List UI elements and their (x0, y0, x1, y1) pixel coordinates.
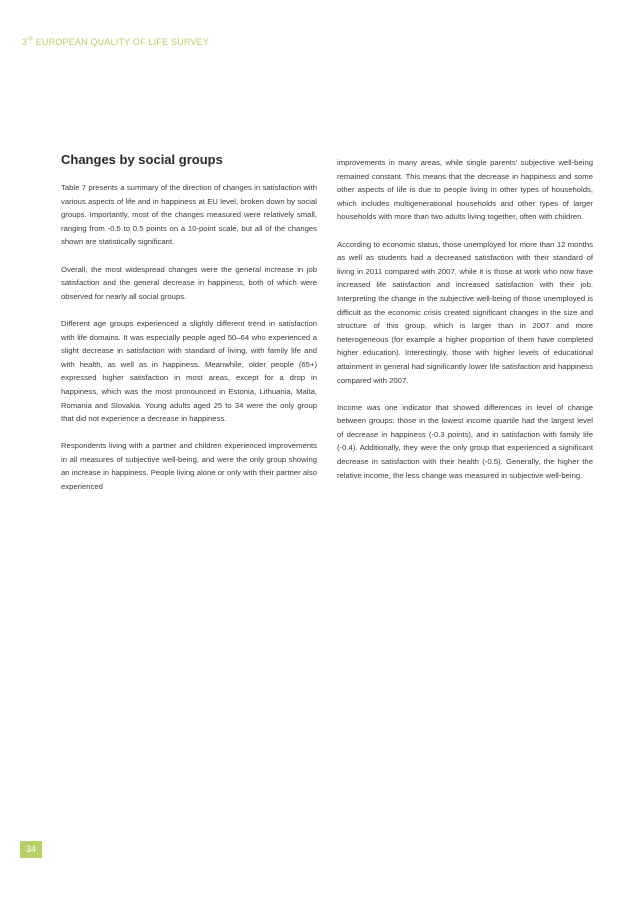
running-header-number: 3 (22, 37, 28, 47)
running-header-ordinal: rd (27, 36, 33, 42)
section-title: Changes by social groups (61, 152, 223, 167)
running-header (22, 37, 209, 47)
right-paragraph-2: According to economic status, those unemployed for more than 12 months as well as students had a decreased satisfaction with their standard of living in 2011 compared with 2007, while it is those at work who now have increased life satisfaction and increased satisfaction with their job. Interpreting the change in the subjective well-being of those unemployed is difficult as the economic crisis created significant changes in the size and structure of this group, which is larger than in 2007 and more heterogeneous (for example a higher proportion of them have completed higher education). Interestingly, those with higher levels of educational attainment in general had significantly lower life satisfaction and happiness compared with 2007. (337, 239, 593, 385)
right-column (337, 156, 593, 496)
left-paragraph-1: Table 7 presents a summary of the direction of changes in satisfaction with various aspects of life and in happiness at EU level, broken down by social groups. Importantly, most of the changes measured were relatively small, ranging from -0.5 to 0.5 points on a 10-point scale, but all of the changes shown are statistically significant. (61, 183, 317, 247)
left-column (61, 152, 317, 507)
right-paragraph-1: improvements in many areas, while single parents’ subjective well-being remained constant. This means that the decrease in happiness and some other aspects of life is due to people living in other types of households, which includes multigenerational households and other types of larger households with more than two adults living together, often with children. (337, 158, 593, 222)
running-header-text: EUROPEAN QUALITY OF LIFE SURVEY (32, 37, 210, 47)
left-paragraph-2: Overall, the most widespread changes were the general increase in job satisfaction and the general decrease in happiness, both of which were observed for nearly all social groups. (61, 264, 317, 301)
right-paragraph-3: Income was one indicator that showed differences in level of change between groups: those in the lowest income quartile had the largest level of decrease in happiness (-0.3 points), and in satisfaction with family life (-0.4). Additionally, they were the only group that experienced a significant decrease in satisfaction with their health (-0.5). Generally, the higher the relative income, the less change was measured in subjective well-being. (337, 402, 593, 480)
page-number: 34 (25, 844, 36, 854)
left-paragraph-4: Respondents living with a partner and children experienced improvements in all measures of subjective well-being, and were the only group showing an increase in happiness. People living alone or only with their partner also experienced (61, 441, 317, 492)
left-paragraph-3: Different age groups experienced a slightly different trend in satisfaction with life domains. It was especially people aged 50–64 who experienced a slight decrease in satisfaction with standard of living, with family life and with health, as well as in happiness. Meanwhile, older people (65+) expressed higher satisfaction in most areas, except for a drop in happiness, which was the most pronounced in Estonia, Lithuania, Malta, Romania and Slovakia. Young adults aged 25 to 34 were the only group that did not experience a decrease in happiness. (61, 318, 317, 424)
page-number-badge (20, 841, 42, 858)
